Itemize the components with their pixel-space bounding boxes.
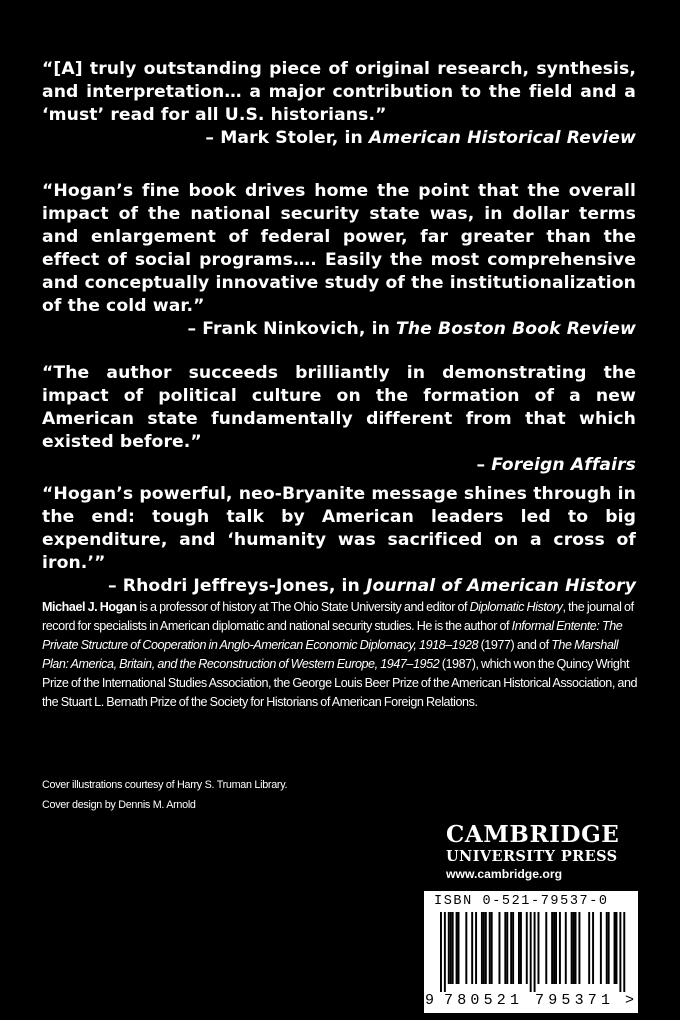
barcode-bar	[614, 912, 616, 984]
barcode-bar	[465, 912, 467, 984]
cover-credits	[42, 775, 442, 815]
barcode-bar	[506, 912, 508, 984]
quote-attribution	[42, 454, 636, 477]
bio-text-4: (1987), which won the Quincy Wright Prize of the International Studies Association, the George Louis Beer Prize of the American Historical Association, and the Stuart L. Bernath Prize of the Society for Historians of American Foreign Relations.	[42, 656, 638, 709]
barcode-bar	[510, 912, 512, 984]
review-quote-4	[42, 483, 636, 598]
barcode-bar	[571, 912, 573, 984]
barcode-bar	[485, 912, 487, 984]
author-name: Michael J. Hogan	[42, 600, 137, 614]
barcode-guard-bar	[619, 912, 621, 992]
publisher-logo	[446, 822, 646, 883]
quote-text: “Hogan’s fine book drives home the point that the overall impact of the national security state was, in dollar terms and enlargement of federal power, far greater than the effect of social programs…. Easily the most comprehensive and conceptually innovative study of the institutionalization of the cold war.”	[42, 181, 636, 316]
barcode-lead-digit: 9	[425, 992, 435, 1009]
barcode-bar	[475, 912, 477, 984]
publisher-subtitle: UNIVERSITY PRESS	[446, 848, 618, 865]
barcode-bar	[526, 912, 528, 984]
publisher-url: www.cambridge.org	[446, 867, 563, 881]
quote-text: “Hogan’s powerful, neo-Bryanite message shines through in the end: tough talk by American leaders led to big expenditure, and ‘humanity was sacrificed on a cross of iron.’”	[42, 484, 636, 573]
barcode-bar	[551, 912, 553, 984]
barcode-bar	[452, 912, 454, 984]
barcode-bar	[483, 912, 485, 984]
author-bio	[42, 598, 638, 711]
barcode-bar	[499, 912, 501, 984]
barcode-bar	[512, 912, 514, 984]
isbn-label: ISBN 0-521-79537-0	[434, 894, 609, 909]
illustration-credit: Cover illustrations courtesy of Harry S. Truman Library.	[42, 779, 288, 791]
book-title-2: The Marshall Plan: America, Britain, and the Reconstruction of Western Europe, 1947–1952	[42, 637, 619, 671]
barcode-guard-bar	[623, 912, 625, 992]
review-quote-1	[42, 58, 636, 150]
quote-attribution	[42, 318, 636, 341]
barcode-guard-bar	[444, 912, 446, 992]
barcode-bar	[573, 912, 575, 984]
barcode-guard-bar	[534, 912, 536, 992]
barcode-bar	[481, 912, 483, 984]
barcode-bar	[545, 912, 547, 984]
quote-text: “[A] truly outstanding piece of original research, synthesis, and interpretation… a major contribution to the field and a ‘must’ read for all U.S. historians.”	[42, 59, 636, 125]
barcode-bar	[538, 912, 540, 984]
barcode-bar	[489, 912, 491, 984]
publisher-name: CAMBRIDGE	[446, 821, 620, 848]
review-quote-3	[42, 362, 636, 477]
attribution-source: Foreign Affairs	[491, 455, 636, 475]
barcode-bar	[518, 912, 520, 984]
barcode-bar	[565, 912, 567, 984]
isbn-barcode	[424, 891, 638, 1013]
barcode-left-group: 780521	[444, 992, 524, 1009]
barcode-bar	[588, 912, 590, 984]
barcode-bar	[456, 912, 458, 984]
barcode-bar	[616, 912, 618, 984]
quote-text: “The author succeeds brilliantly in demonstrating the impact of political culture on the formation of a new American state fundamentally different from that which existed before.”	[42, 363, 636, 452]
barcode-bar	[520, 912, 522, 984]
quote-attribution	[42, 575, 636, 598]
barcode-guard-bar	[440, 912, 442, 992]
barcode-bar	[504, 912, 506, 984]
barcode-bar	[555, 912, 557, 984]
barcode-bar	[575, 912, 577, 984]
quote-attribution	[42, 127, 636, 150]
attribution-source: American Historical Review	[368, 128, 636, 148]
barcode-guard-bar	[530, 912, 532, 992]
attribution-reviewer: – Mark Stoler, in	[205, 128, 369, 148]
bio-text-1: is a professor of history at The Ohio State University and editor of	[136, 600, 470, 614]
review-quote-2	[42, 180, 636, 341]
barcode-bar	[450, 912, 452, 984]
attribution-source: The Boston Book Review	[396, 319, 636, 339]
barcode-bar	[592, 912, 594, 984]
barcode-bar	[559, 912, 561, 984]
barcode-bar	[606, 912, 608, 984]
attribution-source: Journal of American History	[365, 576, 636, 596]
book-title-1: Informal Entente: The Private Structure of Cooperation in Anglo-American Economic Diplomacy, 1918–1928	[42, 618, 623, 652]
barcode-bar	[458, 912, 460, 984]
barcode-digits	[424, 991, 638, 1011]
barcode-bar	[608, 912, 610, 984]
barcode-bar	[448, 912, 450, 984]
attribution-reviewer: – Frank Ninkovich, in	[187, 319, 397, 339]
barcode-bar	[553, 912, 555, 984]
barcode-quiet-mark: >	[625, 992, 635, 1009]
bio-text-3: (1977) and of	[478, 637, 552, 652]
barcode-bar	[491, 912, 493, 984]
barcode-right-group: 795371	[535, 992, 615, 1009]
attribution-reviewer: –	[476, 455, 492, 475]
design-credit: Cover design by Dennis M. Arnold	[42, 799, 196, 811]
journal-title: Diplomatic History	[469, 600, 563, 614]
barcode-bar	[578, 912, 580, 984]
barcode-bars	[430, 912, 632, 996]
bio-text-2: , the journal of record for specialists in American diplomatic and national security studies. He is the author of	[42, 600, 634, 633]
barcode-bar	[600, 912, 602, 984]
attribution-reviewer: – Rhodri Jeffreys-Jones, in	[107, 576, 366, 596]
barcode-bar	[471, 912, 473, 984]
